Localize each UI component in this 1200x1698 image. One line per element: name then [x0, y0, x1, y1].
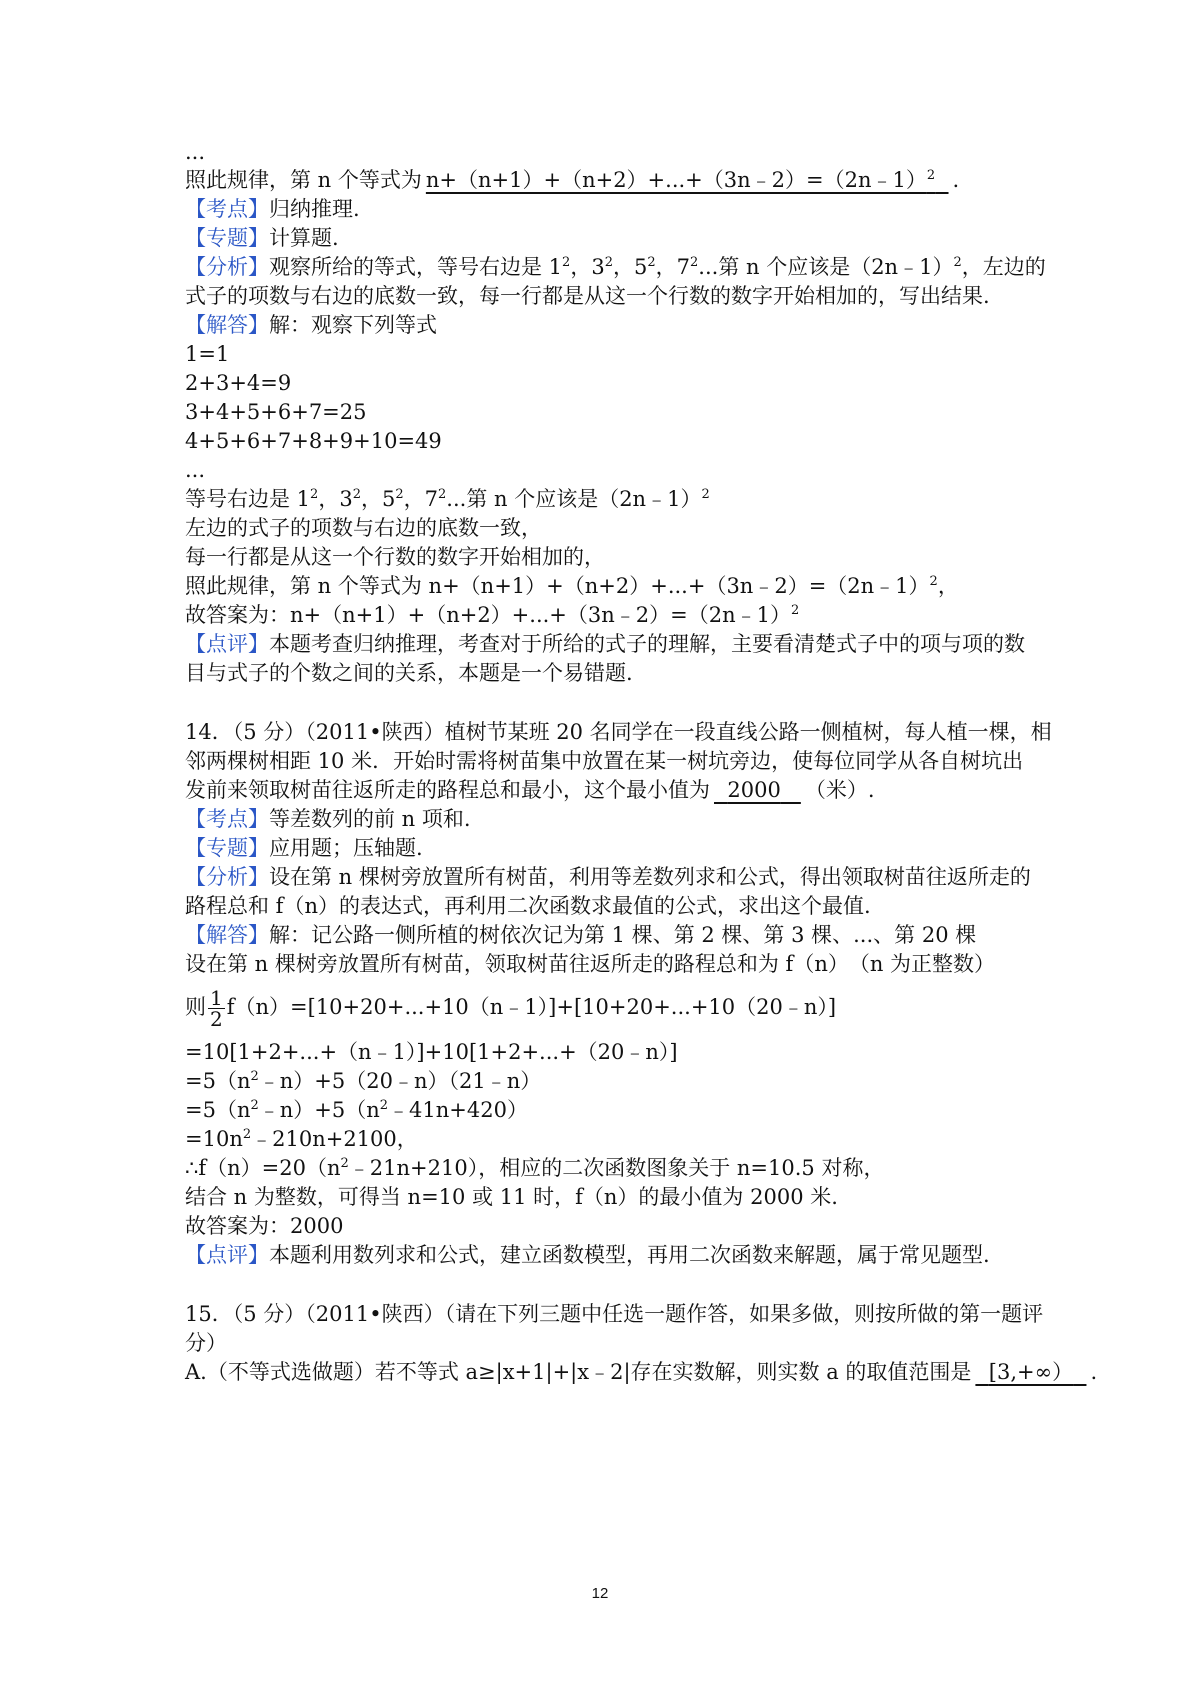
text: 结合 n 为整数，可得当 n=10 或 11 时，f（n）的最小值为 2000 米.: [185, 1185, 838, 1209]
superscript: 2: [647, 255, 656, 270]
paragraph-line: [185, 1182, 838, 1212]
text: 每一行都是从这一个行数的数字开始相加的，: [185, 545, 605, 569]
text: 归纳推理.: [269, 197, 360, 221]
text: =10n: [185, 1127, 243, 1151]
equation-line: [185, 1153, 884, 1183]
text: ，5: [360, 487, 396, 511]
section-tag: 【分析】: [185, 255, 269, 279]
text: ，3: [570, 255, 605, 279]
answer-text: [3,+∞）: [988, 1360, 1074, 1384]
section-tag: 【分析】: [185, 865, 269, 889]
question-15-line: [185, 1357, 1097, 1387]
section-tag: 【解答】: [185, 923, 269, 947]
ellipsis-line: [185, 455, 205, 485]
text: 本题考查归纳推理，考查对于所给的式子的理解，主要看清楚式子中的项与项的数: [269, 632, 1025, 656]
superscript: 2: [562, 255, 571, 270]
text: 1=1: [185, 342, 230, 366]
text: ...第 n 个应该是（2n﹣1）: [698, 255, 954, 279]
text: 式子的项数与右边的底数一致，每一行都是从这一个行数的数字开始相加的，写出结果.: [185, 284, 990, 308]
text: 邻两棵树相距 10 米．开始时需将树苗集中放置在某一树坑旁边，使每位同学从各自树坑出: [185, 749, 1024, 773]
section-tag: 【点评】: [185, 1243, 269, 1267]
text: 发前来领取树苗往返所走的路程总和最小，这个最小值为: [185, 778, 710, 802]
pattern-statement: [185, 165, 959, 195]
text: =5（n: [185, 1069, 251, 1093]
section-tag: 【点评】: [185, 632, 269, 656]
superscript: 2: [250, 1098, 259, 1113]
equation-line: [185, 1124, 418, 1154]
text: ...第 n 个应该是（2n﹣1）: [446, 487, 702, 511]
ellipsis-line: [185, 137, 205, 167]
numerator: 1: [210, 986, 223, 1010]
page-number: 12: [591, 1585, 609, 1602]
text: ...: [185, 140, 206, 164]
question-14-line: [185, 775, 875, 805]
text: 3+4+5+6+7=25: [185, 400, 367, 424]
text: =5（n: [185, 1098, 251, 1122]
superscript: 2: [310, 487, 319, 502]
answer-line: [185, 600, 799, 630]
zhuanti-line: [185, 223, 339, 253]
superscript: 2: [340, 1156, 349, 1171]
text: 4+5+6+7+8+9+10=49: [185, 429, 442, 453]
text: 15．（5 分）（2011•陕西）（请在下列三题中任选一题作答，如果多做，则按所做的第一题评: [185, 1302, 1044, 1326]
zhuanti-line: [185, 833, 423, 863]
superscript: 2: [438, 487, 447, 502]
text: 应用题；压轴题.: [269, 836, 423, 860]
answer-blank: [422, 168, 953, 192]
question-14-line: [185, 746, 1023, 776]
answer-blank: [710, 778, 805, 802]
paragraph-line: [185, 891, 871, 921]
text: 2+3+4=9: [185, 371, 292, 395]
equation-line: [185, 1037, 678, 1067]
text: ，左边的: [961, 255, 1046, 279]
section-tag: 【解答】: [185, 313, 269, 337]
section-tag: 【考点】: [185, 197, 269, 221]
paragraph-line: [185, 513, 542, 543]
fraction: [208, 988, 225, 1029]
superscript: 2: [953, 255, 962, 270]
superscript: 2: [250, 1069, 259, 1084]
text: 14．（5 分）（2011•陕西）植树节某班 20 名同学在一段直线公路一侧植树，每人植一棵，相: [185, 720, 1052, 744]
jieda-line: [185, 920, 976, 950]
superscript: 2: [352, 487, 361, 502]
text: ，: [937, 574, 959, 598]
equation-line: [185, 397, 367, 427]
answer-line: [185, 1211, 343, 1241]
text: 设在第 n 棵树旁放置所有树苗，利用等差数列求和公式，得出领取树苗往返所走的: [269, 865, 1031, 889]
text: 设在第 n 棵树旁放置所有树苗，领取树苗往返所走的路程总和为 f（n） （n 为正整数）: [185, 952, 996, 976]
text: 故答案为：2000: [185, 1214, 344, 1238]
paragraph-line: [185, 542, 605, 572]
text: 计算题.: [269, 226, 339, 250]
dianping-line: [185, 629, 1025, 659]
equation-line: [185, 368, 291, 398]
text: ，7: [403, 487, 439, 511]
text: 则: [185, 995, 206, 1019]
answer-text: n+（n+1）+（n+2）+...+（3n﹣2）=（2n﹣1）: [425, 168, 927, 192]
fenxi-line: [185, 252, 1046, 282]
text: ，3: [318, 487, 353, 511]
text: ...: [185, 458, 206, 482]
superscript: 2: [604, 255, 613, 270]
fenxi-line: [185, 862, 1031, 892]
text: 分）: [185, 1331, 227, 1355]
text: ﹣n）+5（20﹣n）（21﹣n）: [258, 1069, 542, 1093]
paragraph-line: [185, 658, 633, 688]
text: .: [952, 168, 960, 192]
text: 等差数列的前 n 项和.: [269, 807, 471, 831]
superscript: 2: [395, 487, 404, 502]
text: 等号右边是 1: [185, 487, 311, 511]
kaodian-line: [185, 804, 471, 834]
superscript: 2: [790, 603, 800, 618]
equation-line: [185, 339, 229, 369]
text: 路程总和 f（n）的表达式，再利用二次函数求最值的公式，求出这个最值.: [185, 894, 871, 918]
fraction-equation-line: [185, 984, 836, 1030]
text: 照此规律，第 n 个等式为 n+（n+1）+（n+2）+...+（3n﹣2）=（2n﹣1）: [185, 574, 930, 598]
text: 本题利用数列求和公式，建立函数模型，再用二次函数来解题，属于常见题型.: [269, 1243, 990, 1267]
text: ﹣41n+420）: [388, 1098, 528, 1122]
superscript: 2: [701, 487, 710, 502]
question-15-line: [185, 1299, 1043, 1329]
denominator: 2: [210, 1007, 223, 1031]
question-14-line: [185, 717, 1052, 747]
text: 目与式子的个数之间的关系，本题是一个易错题.: [185, 661, 633, 685]
paragraph-line: [185, 484, 710, 514]
text: A.（不等式选做题）若不等式 a≥|x+1|+|x﹣2|存在实数解，则实数 a 的取值范围是: [185, 1360, 972, 1384]
equation-line: [185, 426, 442, 456]
paragraph-line: [185, 949, 995, 979]
jieda-line: [185, 310, 437, 340]
answer-blank: [971, 1360, 1090, 1384]
text: 故答案为：n+（n+1）+（n+2）+...+（3n﹣2）=（2n﹣1）: [185, 603, 791, 627]
answer-text: 2000: [727, 778, 781, 802]
text: =10[1+2+...+（n﹣1）]+10[1+2+...+（20﹣n）]: [185, 1040, 678, 1064]
text: ，7: [655, 255, 691, 279]
text: 左边的式子的项数与右边的底数一致，: [185, 516, 542, 540]
paragraph-line: [185, 281, 990, 311]
text: ，5: [612, 255, 648, 279]
text: ﹣n）+5（n: [258, 1098, 380, 1122]
section-tag: 【专题】: [185, 836, 269, 860]
superscript: 2: [242, 1127, 252, 1142]
text: （米）.: [804, 778, 875, 802]
text: 解：记公路一侧所植的树依次记为第 1 棵、第 2 棵、第 3 棵、...、第 20 棵: [269, 923, 977, 947]
text: f（n）=[10+20+...+10（n﹣1）]+[10+20+...+10（20﹣n）]: [226, 995, 837, 1019]
equation-line: [185, 1095, 528, 1125]
equation-line: [185, 1066, 541, 1096]
text: ﹣21n+210），相应的二次函数图象关于 n=10.5 对称，: [348, 1156, 885, 1180]
superscript: 2: [690, 255, 699, 270]
paragraph-line: [185, 571, 959, 601]
superscript: 2: [379, 1098, 389, 1113]
superscript: 2: [929, 574, 938, 589]
superscript: 2: [926, 168, 936, 183]
section-tag: 【专题】: [185, 226, 269, 250]
text: 观察所给的等式，等号右边是 1: [269, 255, 563, 279]
text: 解：观察下列等式: [269, 313, 437, 337]
text: ∴f（n）=20（n: [185, 1156, 341, 1180]
dianping-line: [185, 1240, 990, 1270]
text: .: [1090, 1360, 1098, 1384]
question-15-line: [185, 1328, 227, 1358]
text: 照此规律，第 n 个等式为: [185, 168, 422, 192]
kaodian-line: [185, 194, 360, 224]
section-tag: 【考点】: [185, 807, 269, 831]
text: ﹣210n+2100，: [251, 1127, 418, 1151]
